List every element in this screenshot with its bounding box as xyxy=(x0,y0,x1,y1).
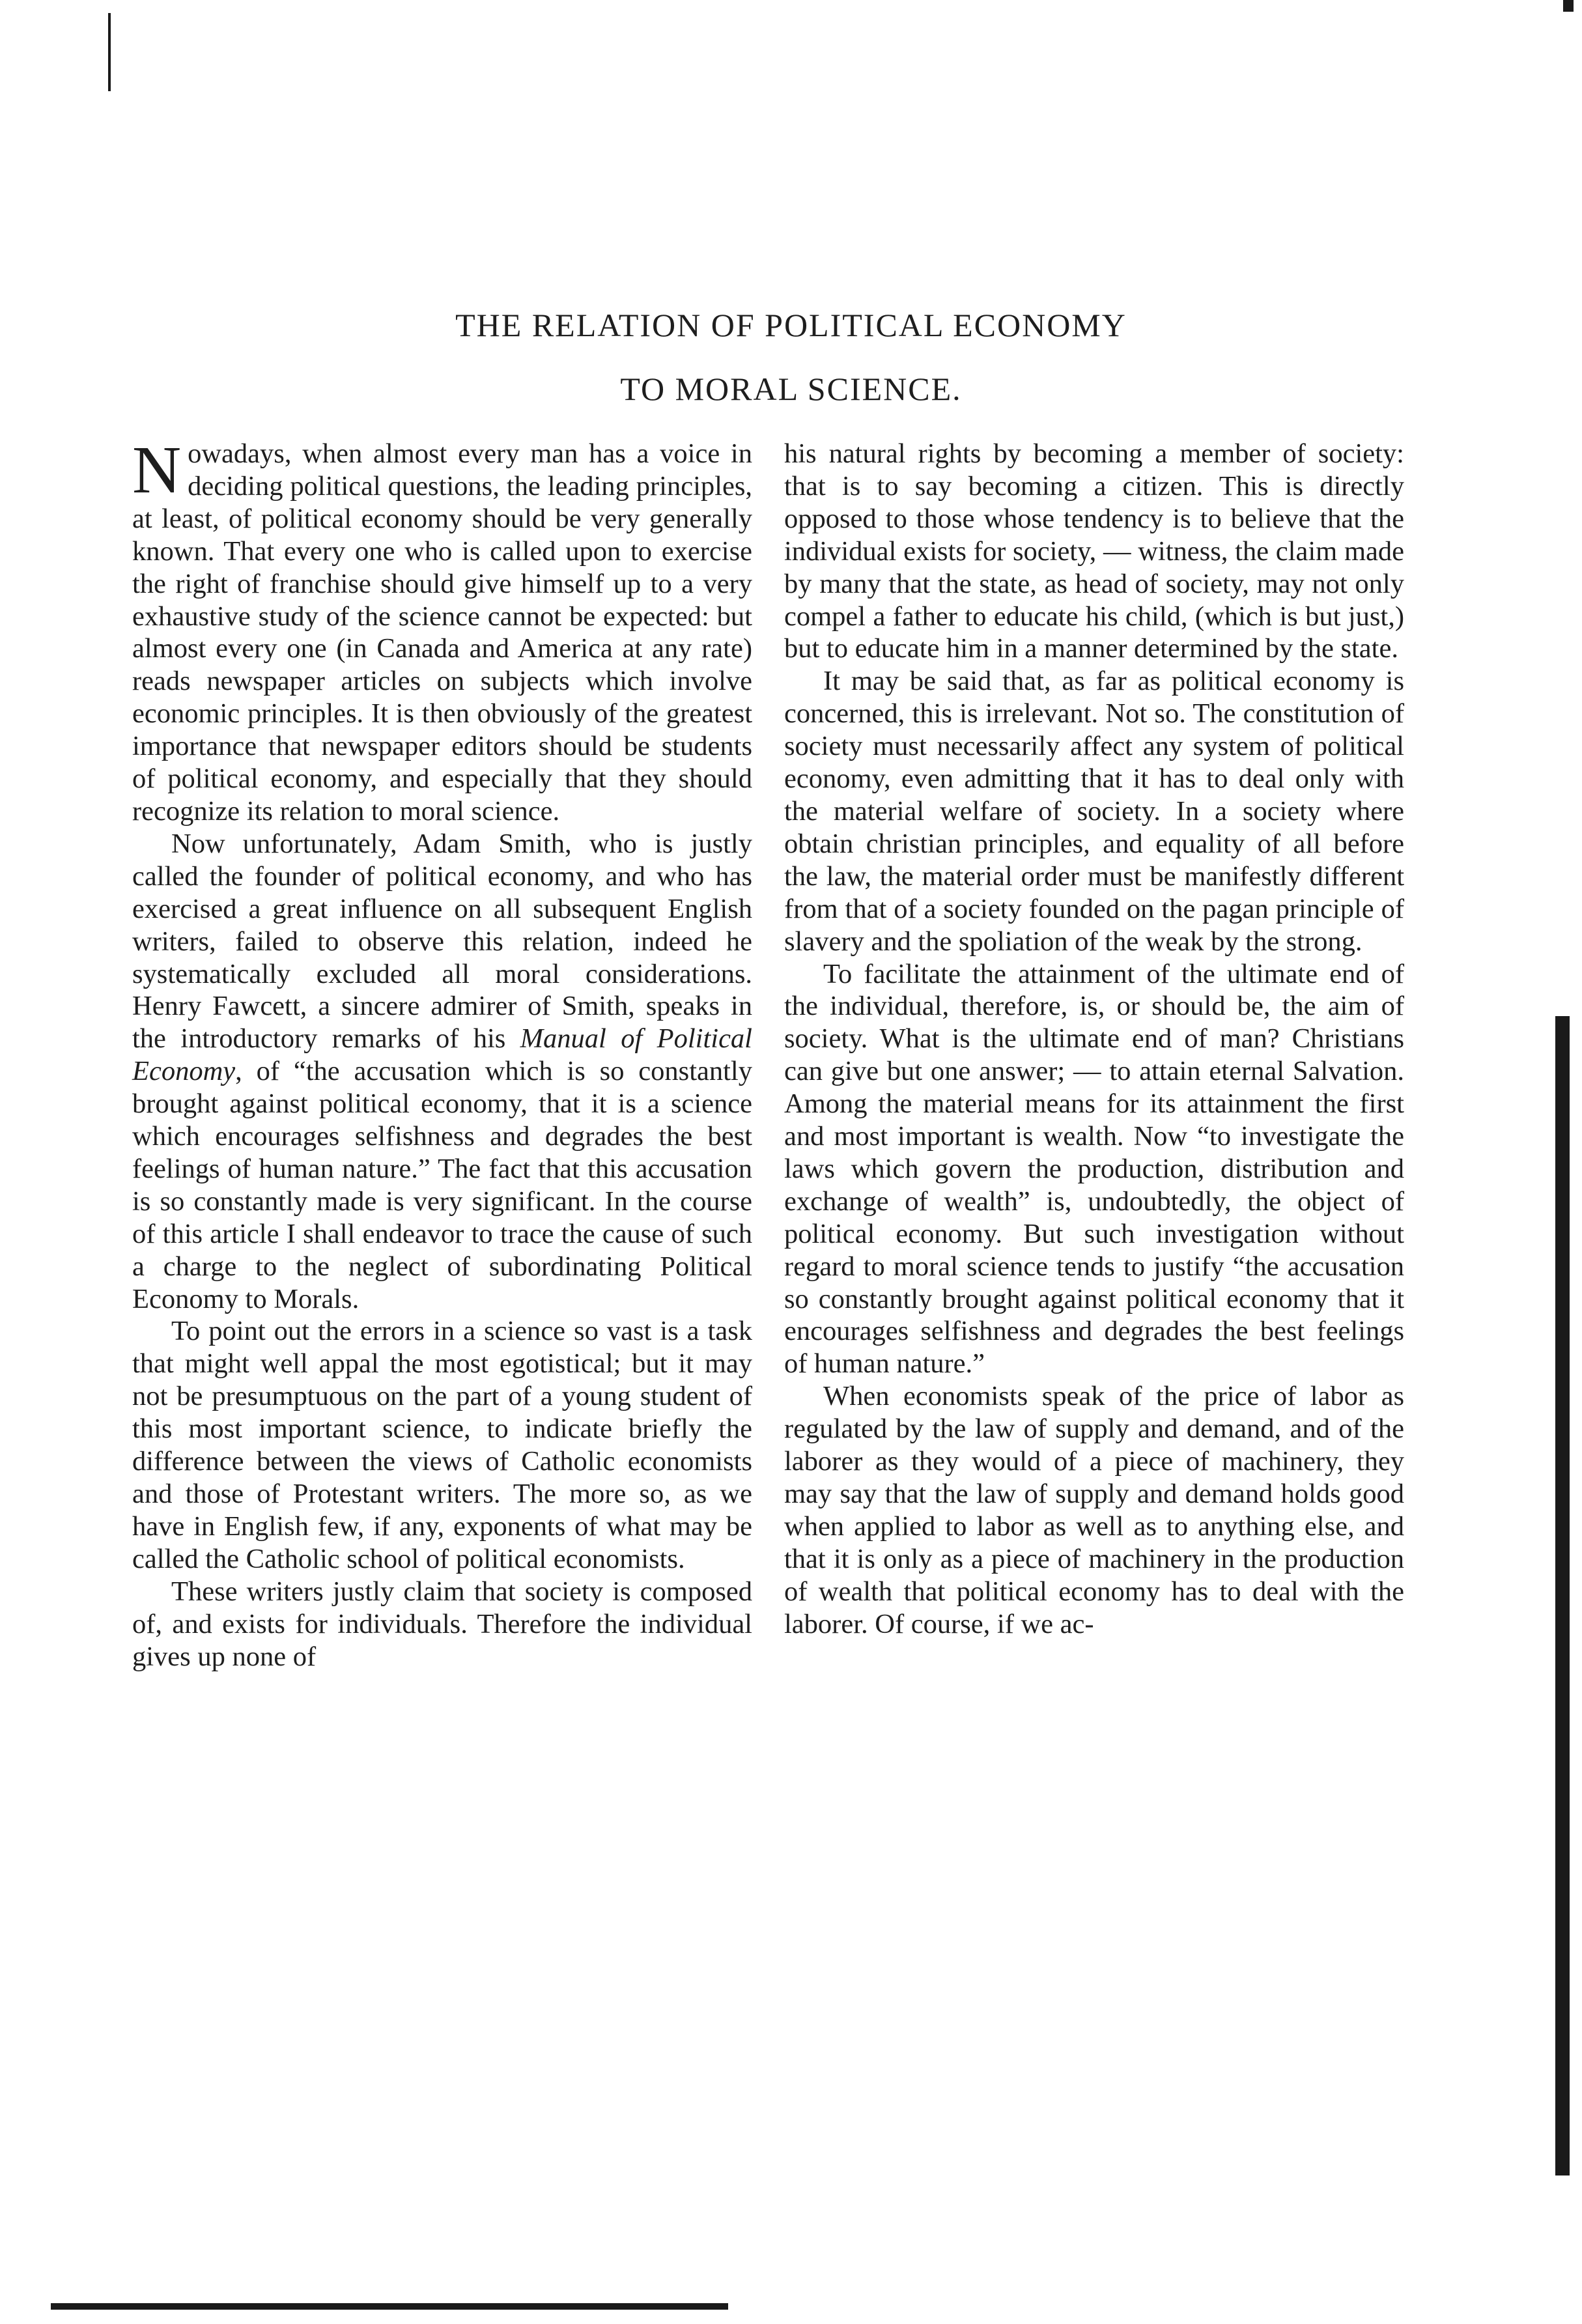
paragraph-5: his natural rights by becoming a member of society: that is to say becoming a citizen. This is directly opposed to those whose tendency is to believe that the individual exists for society, — witness, the claim made by many that the state, as head of society, may not only compel a father to educate his child, (which is but just,) but to educate him in a manner determined by the state. xyxy=(784,438,1404,664)
paragraph-4: These writers justly claim that society is composed of, and exists for individuals. Therefore the individual gives up none of xyxy=(132,1576,752,1672)
paragraph-1-text: owadays, when almost every man has a voice in deciding political questions, the leading principles, at least, of political economy should be very generally known. That every one who is called upon to exercise the right of franchise should give himself up to a very exhaustive study of the science cannot be expected: but almost every one (in Canada and America at any rate) reads newspaper articles on subjects which involve economic principles. It is then obviously of the greatest importance that newspaper editors should be students of political economy, and especially that they should recognize its relation to moral science. xyxy=(132,438,752,827)
paragraph-8: When economists speak of the price of labor as regulated by the law of supply and demand, and of the laborer as they would of a piece of machinery, they may say that the law of supply and demand holds good when applied to labor as well as to anything else, and that it is only as a piece of machinery in the production of wealth that political economy has to deal with the laborer. Of course, if we ac- xyxy=(784,1381,1404,1639)
paragraph-2-text-b: , of “the accusation which is so constantly brought against political economy, that it is a science which encourages selfishness and degrades the best feelings of human nature.” The fact that this accusation is so constantly made is very significant. In the course of this article I shall endeavor to trace the cause of such a charge to the neglect of subordinating Political Economy to Morals. xyxy=(132,1056,752,1314)
paragraph-6: It may be said that, as far as political economy is concerned, this is irrelevant. Not so. The constitution of society must necessarily affect any system of political economy, even admitting that it has to deal only with the material welfare of society. In a society where obtain christian principles, and equality of all before the law, the material order must be manifestly different from that of a society founded on the pagan principle of slavery and the spoliation of the weak by the strong. xyxy=(784,666,1404,957)
book-title: Manual of Political Economy xyxy=(132,1023,752,1087)
paragraph-2 xyxy=(132,828,752,1316)
article-title xyxy=(0,293,1582,421)
article-title-line-2: TO MORAL SCIENCE. xyxy=(620,371,962,407)
scan-left-mark xyxy=(108,13,111,91)
scan-corner-mark xyxy=(1563,0,1574,12)
paragraph-3: To point out the errors in a science so vast is a task that might well appal the most egotistical; but it may not be presumptuous on the part of a young student of this most important science, to indicate briefly the difference between the views of Catholic economists and those of Protestant writers. The more so, as we have in English few, if any, exponents of what may be called the Catholic school of political economists. xyxy=(132,1316,752,1574)
paragraph-2-text-a: Now unfortunately, Adam Smith, who is justly called the founder of political economy, and who has exercised a great influence on all subsequent English writers, failed to observe this relation, indeed he systematically excluded all moral considerations. Henry Fawcett, a sincere admirer of Smith, speaks in the introductory remarks of his xyxy=(132,828,752,1055)
left-column xyxy=(132,432,752,1673)
paragraph-7: To facilitate the attainment of the ultimate end of the individual, therefore, is, or should be, the aim of society. What is the ultimate end of man? Christians can give but one answer; — to attain eternal Salvation. Among the material means for its attainment the first and most important is wealth. Now “to investigate the laws which govern the production, distribution and exchange of wealth” is, undoubtedly, the object of political economy. But such investigation without regard to moral science tends to justify “the accusation so constantly brought against political economy that it encourages selfishness and degrades the best feelings of human nature.” xyxy=(784,958,1404,1380)
article-title-line-1: THE RELATION OF POLITICAL ECONOMY xyxy=(455,307,1127,343)
paragraph-1 xyxy=(132,432,752,828)
right-column xyxy=(784,438,1404,1641)
scan-bottom-edge xyxy=(51,2303,728,2310)
drop-cap: N xyxy=(132,432,182,507)
scan-edge-shadow xyxy=(1555,1016,1570,2175)
